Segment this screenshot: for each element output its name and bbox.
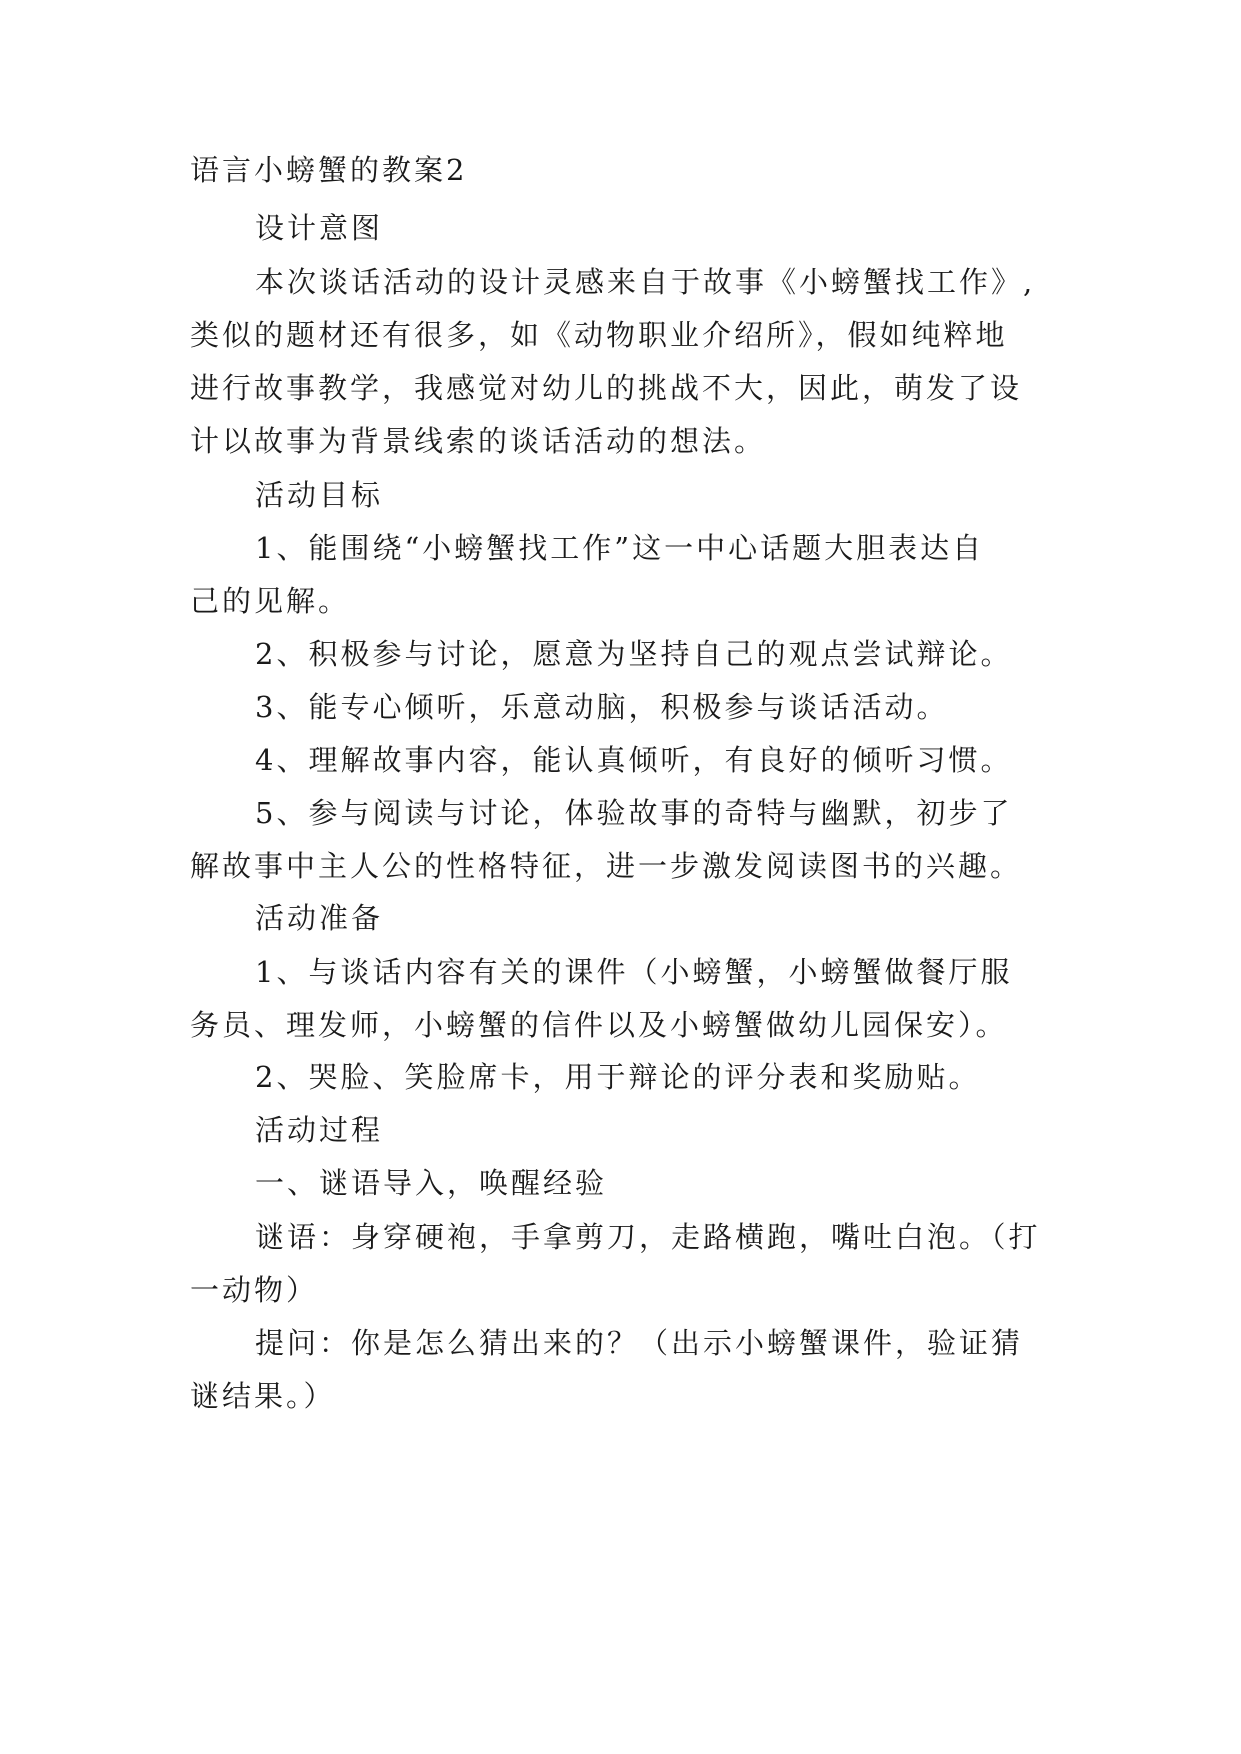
paragraph-line: 己的见解。 — [190, 584, 351, 618]
paragraph-line: 进行故事教学，我感觉对幼儿的挑战不大，因此，萌发了设 — [190, 371, 1023, 405]
paragraph-line: 1、与谈话内容有关的课件（小螃蟹，小螃蟹做餐厅服 — [255, 955, 1013, 989]
paragraph-line: 3、能专心倾听，乐意动脑，积极参与谈话活动。 — [255, 690, 949, 724]
subheading: 一、谜语导入，唤醒经验 — [255, 1166, 608, 1200]
section-heading-activity-process: 活动过程 — [255, 1113, 384, 1147]
paragraph-line: 谜结果。） — [190, 1379, 336, 1413]
paragraph-line: 4、理解故事内容，能认真倾听，有良好的倾听习惯。 — [255, 743, 1013, 777]
section-heading-activity-preparation: 活动准备 — [255, 901, 384, 935]
paragraph-line: 一动物） — [190, 1273, 319, 1307]
section-heading-design-intent: 设计意图 — [255, 211, 384, 245]
paragraph-line: 2、哭脸、笑脸席卡，用于辩论的评分表和奖励贴。 — [255, 1060, 981, 1094]
paragraph-line: 1、能围绕“小螃蟹找工作”这一中心话题大胆表达自 — [255, 531, 985, 565]
document-title: 语言小螃蟹的教案2 — [190, 153, 468, 187]
paragraph-line: 本次谈话活动的设计灵感来自于故事《小螃蟹找工作》, — [255, 265, 1036, 299]
paragraph-line: 类似的题材还有很多，如《动物职业介绍所》，假如纯粹地 — [190, 318, 1008, 352]
section-heading-activity-goals: 活动目标 — [255, 478, 384, 512]
paragraph-line: 5、参与阅读与讨论，体验故事的奇特与幽默，初步了 — [255, 796, 1013, 830]
paragraph-line: 解故事中主人公的性格特征，进一步激发阅读图书的兴趣。 — [190, 849, 1023, 883]
paragraph-line: 计以故事为背景线索的谈话活动的想法。 — [190, 424, 767, 458]
paragraph-line: 务员、理发师，小螃蟹的信件以及小螃蟹做幼儿园保安）。 — [190, 1008, 1008, 1042]
paragraph-line: 2、积极参与讨论，愿意为坚持自己的观点尝试辩论。 — [255, 637, 1013, 671]
paragraph-line: 提问：你是怎么猜出来的？（出示小螃蟹课件，验证猜 — [255, 1326, 1024, 1360]
paragraph-line: 谜语：身穿硬袍，手拿剪刀，走路横跑，嘴吐白泡。（打 — [255, 1220, 1041, 1254]
